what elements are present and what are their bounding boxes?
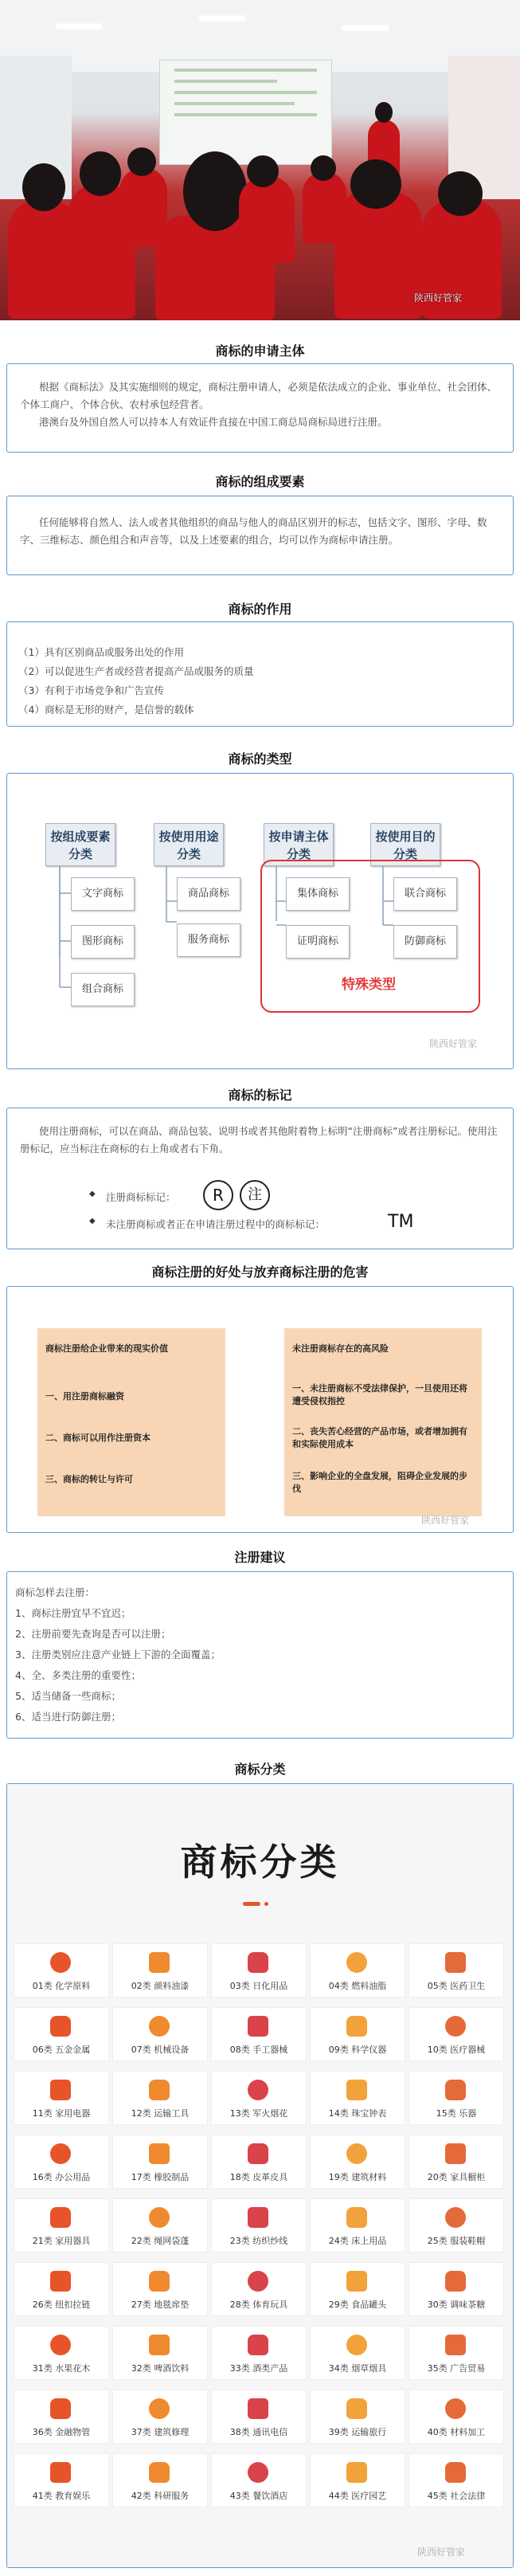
class-item [409,2198,504,2253]
class-item [14,2390,109,2444]
advice-intro: 商标怎样去注册： [15,1586,96,1598]
types-watermark: 陕西好管家 [429,1038,478,1049]
advice-item: 4、全、多类注册的重要性； [15,1669,141,1681]
class-icon [346,2143,367,2164]
class-item [310,2262,405,2316]
benefits-box [6,1286,514,1533]
class-icon [445,2016,466,2037]
class-icon [248,1952,268,1973]
class-label: 04类 燃料油脂 [328,1981,387,1991]
risks-heading: 未注册商标存在的高风险 [292,1343,389,1354]
classes-watermark: 陕西好管家 [417,2547,466,2558]
class-label: 14类 珠宝钟表 [328,2108,387,2119]
function-item: （2）可以促进生产者或经营者提高产品或服务的质量 [18,665,254,677]
class-icon [445,1952,466,1973]
class-item [14,2453,109,2507]
diamond-bullet-icon: ◆ [89,1190,96,1198]
applicant-box [6,363,514,453]
type-sub-combined: 组合商标 [71,973,135,1006]
class-label: 42类 科研服务 [131,2491,190,2501]
type-sub-graphic: 图形商标 [71,925,135,959]
function-item: （4）商标是无形的财产，是信誉的载体 [18,704,194,716]
class-icon [149,2143,170,2164]
registered-zhu-icon: 注 [240,1180,270,1210]
class-item [14,2071,109,2125]
class-label: 09类 科学仪器 [328,2045,387,2055]
class-item [14,2262,109,2316]
type-sub-defensive: 防御商标 [393,925,457,959]
class-label: 44类 医疗园艺 [328,2491,387,2501]
functions-box [6,621,514,727]
class-item [211,2135,307,2189]
class-item [14,2198,109,2253]
class-item [14,2326,109,2380]
class-label: 28类 体育玩具 [229,2300,288,2310]
function-item: （3）有利于市场竞争和广告宣传 [18,684,164,696]
class-label: 03类 日化用品 [229,1981,288,1991]
marks-box [6,1108,514,1249]
class-item [409,2453,504,2507]
class-label: 18类 皮革皮具 [229,2172,288,2182]
type-category-usage: 按使用用途分类 [154,823,224,866]
class-icon [149,2271,170,2292]
advice-box [6,1571,514,1739]
unregistered-mark-label: 未注册商标或者正在申请注册过程中的商标标记： [106,1218,326,1230]
class-icon [346,2398,367,2419]
section-title-marks: 商标的标记 [228,1088,292,1103]
registered-r-icon: R [203,1180,233,1210]
class-item [112,2453,208,2507]
class-icon [445,2398,466,2419]
class-icon [149,2335,170,2355]
class-item [112,1943,208,1998]
banner-accent-dot [264,1902,268,1906]
class-label: 07类 机械设备 [131,2045,190,2055]
benefits-watermark: 陕西好管家 [421,1515,470,1526]
class-label: 38类 通讯电信 [229,2427,288,2437]
class-label: 11类 家用电器 [32,2108,91,2119]
class-label: 40类 材料加工 [427,2427,486,2437]
class-icon [346,2016,367,2037]
class-item [14,2135,109,2189]
class-item [112,2262,208,2316]
diamond-bullet-icon: ◆ [89,1217,96,1225]
class-label: 37类 建筑修理 [131,2427,190,2437]
class-item [310,2390,405,2444]
class-item [112,2326,208,2380]
class-label: 22类 绳网袋蓬 [131,2236,190,2246]
class-item [409,2262,504,2316]
class-icon [50,2016,71,2037]
class-item [310,2135,405,2189]
class-icon [346,2462,367,2483]
class-icon [248,2271,268,2292]
class-label: 08类 手工器械 [229,2045,288,2055]
class-label: 06类 五金金属 [32,2045,91,2055]
section-title-applicant: 商标的申请主体 [215,343,305,359]
class-label: 29类 食品罐头 [328,2300,387,2310]
class-item [409,2007,504,2061]
section-title-elements: 商标的组成要素 [215,474,305,489]
risks-card [284,1328,482,1516]
class-label: 35类 广告贸易 [427,2363,486,2374]
class-icon [50,2398,71,2419]
benefits-item: 二、商标可以用作注册资本 [45,1433,151,1443]
class-icon [346,1952,367,1973]
class-icon [248,2080,268,2100]
class-icon [50,2207,71,2228]
class-item [14,2007,109,2061]
class-label: 33类 酒类产品 [229,2363,288,2374]
class-item [211,2326,307,2380]
class-item [409,2326,504,2380]
section-title-functions: 商标的作用 [228,602,292,617]
class-label: 34类 烟草烟具 [328,2363,387,2374]
class-label: 41类 教育娱乐 [32,2491,91,2501]
class-label: 13类 军火烟花 [229,2108,288,2119]
class-icon [149,2462,170,2483]
type-sub-text: 文字商标 [71,877,135,911]
type-category-purpose: 按使用目的分类 [370,823,440,866]
class-icon [50,2080,71,2100]
class-item [211,2453,307,2507]
classes-banner-title: 商标分类 [180,1841,340,1884]
applicant-paragraph-2: 港澳台及外国自然人可以持本人有效证件直接在中国工商总局商标局进行注册。 [39,416,388,428]
class-icon [445,2143,466,2164]
banner-accent-bar [243,1902,260,1906]
class-item [211,2390,307,2444]
class-item [310,2326,405,2380]
class-icon [149,2398,170,2419]
class-icon [50,2462,71,2483]
class-label: 21类 家用器具 [32,2236,91,2246]
benefits-card [37,1328,225,1516]
class-icon [248,2016,268,2037]
type-sub-service: 服务商标 [177,923,240,957]
class-item [310,1943,405,1998]
class-item [112,2071,208,2125]
marks-paragraph: 使用注册商标，可以在商品、商品包装、说明书或者其他附着物上标明“注册商标”或者注册标记。使用注册标记，应当标注在商标的右上角或者右下角。 [20,1125,498,1155]
class-icon [149,1952,170,1973]
class-label: 31类 水果花木 [32,2363,91,2374]
benefits-heading: 商标注册给企业带来的现实价值 [45,1343,168,1354]
classes-box [6,1783,514,2568]
class-item [211,1943,307,1998]
tm-icon: TM [388,1212,414,1232]
class-label: 25类 服装鞋帽 [427,2236,486,2246]
benefits-item: 三、商标的转让与许可 [45,1474,133,1484]
class-item [211,2007,307,2061]
applicant-paragraph: 根据《商标法》及其实施细则的规定，商标注册申请人，必须是依法成立的企业、事业单位、社会团体、个体工商户、个体合伙、农村承包经营者。 [20,381,498,410]
class-icon [445,2335,466,2355]
advice-item: 6、适当进行防御注册； [15,1711,121,1723]
elements-paragraph: 任何能够将自然人、法人或者其他组织的商品与他人的商品区别开的标志，包括文字、图形、字母、数字、三维标志、颜色组合和声音等，以及上述要素的组合，均可以作为商标申请注册。 [20,516,487,546]
class-label: 01类 化学原料 [32,1981,91,1991]
class-label: 23类 纺织纱线 [229,2236,288,2246]
class-icon [149,2016,170,2037]
class-icon [50,1952,71,1973]
class-label: 32类 啤酒饮料 [131,2363,190,2374]
class-item [409,2135,504,2189]
class-icon [50,2271,71,2292]
types-box [6,773,514,1069]
class-item [310,2007,405,2061]
risks-item: 二、丧失苦心经营的产品市场，或者增加拥有和实际使用成本 [292,1426,467,1449]
class-item [409,2390,504,2444]
section-title-advice: 注册建议 [234,1550,286,1565]
type-sub-associated: 联合商标 [393,877,457,911]
class-icon [445,2207,466,2228]
class-label: 30类 调味茶糖 [427,2300,486,2310]
class-icon [346,2080,367,2100]
registered-mark-label: 注册商标标记： [106,1191,176,1203]
classroom-photo [0,0,520,320]
type-category-composition: 按组成要素分类 [45,823,115,866]
class-label: 16类 办公用品 [32,2172,91,2182]
class-icon [248,2462,268,2483]
class-label: 15类 乐器 [436,2108,477,2119]
class-label: 36类 金融物管 [32,2427,91,2437]
class-item [310,2453,405,2507]
special-type-label: 特殊类型 [342,977,396,993]
class-item [112,2198,208,2253]
class-item [112,2390,208,2444]
class-item [310,2071,405,2125]
benefits-item: 一、用注册商标融资 [45,1391,124,1402]
section-title-types: 商标的类型 [228,751,292,767]
elements-box [6,496,514,575]
class-icon [149,2207,170,2228]
class-item [310,2198,405,2253]
class-icon [248,2398,268,2419]
class-icon [445,2080,466,2100]
class-icon [248,2335,268,2355]
class-label: 26类 纽扣拉链 [32,2300,91,2310]
class-label: 39类 运输旅行 [328,2427,387,2437]
advice-item: 3、注册类别应注意产业链上下游的全面覆盖； [15,1649,221,1660]
class-label: 45类 社会法律 [427,2491,486,2501]
section-title-benefits: 商标注册的好处与放弃商标注册的危害 [151,1264,369,1280]
type-category-applicant: 按申请主体分类 [264,823,334,866]
advice-item: 5、适当储备一些商标； [15,1690,121,1702]
class-icon [50,2143,71,2164]
type-sub-goods: 商品商标 [177,877,240,911]
risks-item: 三、影响企业的全盘发展，阻碍企业发展的步伐 [292,1471,467,1494]
class-label: 43类 餐饮酒店 [229,2491,288,2501]
class-icon [346,2207,367,2228]
class-icon [445,2271,466,2292]
function-item: （1）具有区别商品或服务出处的作用 [18,646,184,658]
watermark-label: 陕西好管家 [414,292,463,304]
class-item [409,1943,504,1998]
class-icon [248,2143,268,2164]
class-icon [50,2335,71,2355]
class-label: 05类 医药卫生 [427,1981,486,1991]
type-sub-certification: 证明商标 [286,925,350,959]
class-label: 10类 医疗器械 [427,2045,486,2055]
class-item [112,2007,208,2061]
class-icon [346,2271,367,2292]
class-label: 17类 橡胶制品 [131,2172,190,2182]
class-item [211,2198,307,2253]
class-label: 24类 床上用品 [328,2236,387,2246]
class-item [211,2262,307,2316]
risks-item: 一、未注册商标不受法律保护，一旦使用还将遭受侵权指控 [292,1383,467,1406]
class-label: 19类 建筑材料 [328,2172,387,2182]
class-icon [149,2080,170,2100]
class-label: 12类 运输工具 [131,2108,190,2119]
class-item [211,2071,307,2125]
class-item [409,2071,504,2125]
advice-item: 1、商标注册宜早不宜迟； [15,1607,131,1619]
class-label: 02类 颜料油漆 [131,1981,190,1991]
class-label: 27类 地毯席垫 [131,2300,190,2310]
class-icon [346,2335,367,2355]
class-label: 20类 家具橱柜 [427,2172,486,2182]
class-item [112,2135,208,2189]
advice-item: 2、注册前要先查询是否可以注册； [15,1628,171,1640]
class-item [14,1943,109,1998]
class-icon [445,2462,466,2483]
class-icon [248,2207,268,2228]
section-title-classes: 商标分类 [234,1762,286,1777]
type-sub-collective: 集体商标 [286,877,350,911]
